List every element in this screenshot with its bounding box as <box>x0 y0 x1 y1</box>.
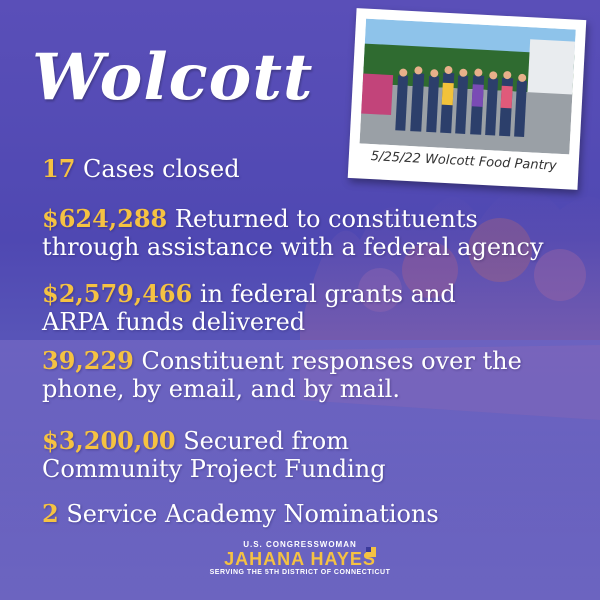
logo-title: U.S. CONGRESSWOMAN <box>243 540 357 549</box>
stat-cases-closed <box>42 155 240 183</box>
stat-text: Secured from <box>175 427 350 455</box>
group-photo-image <box>360 19 576 155</box>
stat-number: $624,288 <box>42 204 168 233</box>
stat-text: in federal grants and <box>192 280 456 308</box>
logo-name: JAHANA HAYES <box>224 549 376 569</box>
stat-text: Cases closed <box>75 155 240 183</box>
stat-number: $2,579,466 <box>42 279 193 308</box>
congresswoman-logo <box>0 540 600 576</box>
stat-text: Service Academy Nominations <box>58 500 439 528</box>
stat-service-academy-nominations <box>42 500 439 528</box>
stat-federal-grants <box>42 280 456 336</box>
stat-text: Constituent responses over the <box>133 347 522 375</box>
town-title: Wolcott <box>32 40 314 115</box>
stat-text-line2: phone, by email, and by mail. <box>42 375 400 403</box>
stat-number: 2 <box>42 499 59 528</box>
stat-text-line2: through assistance with a federal agency <box>42 233 544 261</box>
stat-community-project-funding <box>42 427 386 483</box>
stat-text: Returned to constituents <box>167 205 478 233</box>
logo-district: SERVING THE 5TH DISTRICT OF CONNECTICUT <box>209 569 391 576</box>
photo-caption: 5/25/22 Wolcott Food Pantry <box>370 149 558 174</box>
stat-returned-to-constituents <box>42 205 544 261</box>
stat-constituent-responses <box>42 347 522 403</box>
stat-number: 17 <box>42 154 76 183</box>
polaroid-photo <box>348 8 587 190</box>
stat-text-line2: Community Project Funding <box>42 455 386 483</box>
stat-number: $3,200,00 <box>42 426 176 455</box>
stat-text-line2: ARPA funds delivered <box>42 308 306 336</box>
stat-number: 39,229 <box>42 346 134 375</box>
